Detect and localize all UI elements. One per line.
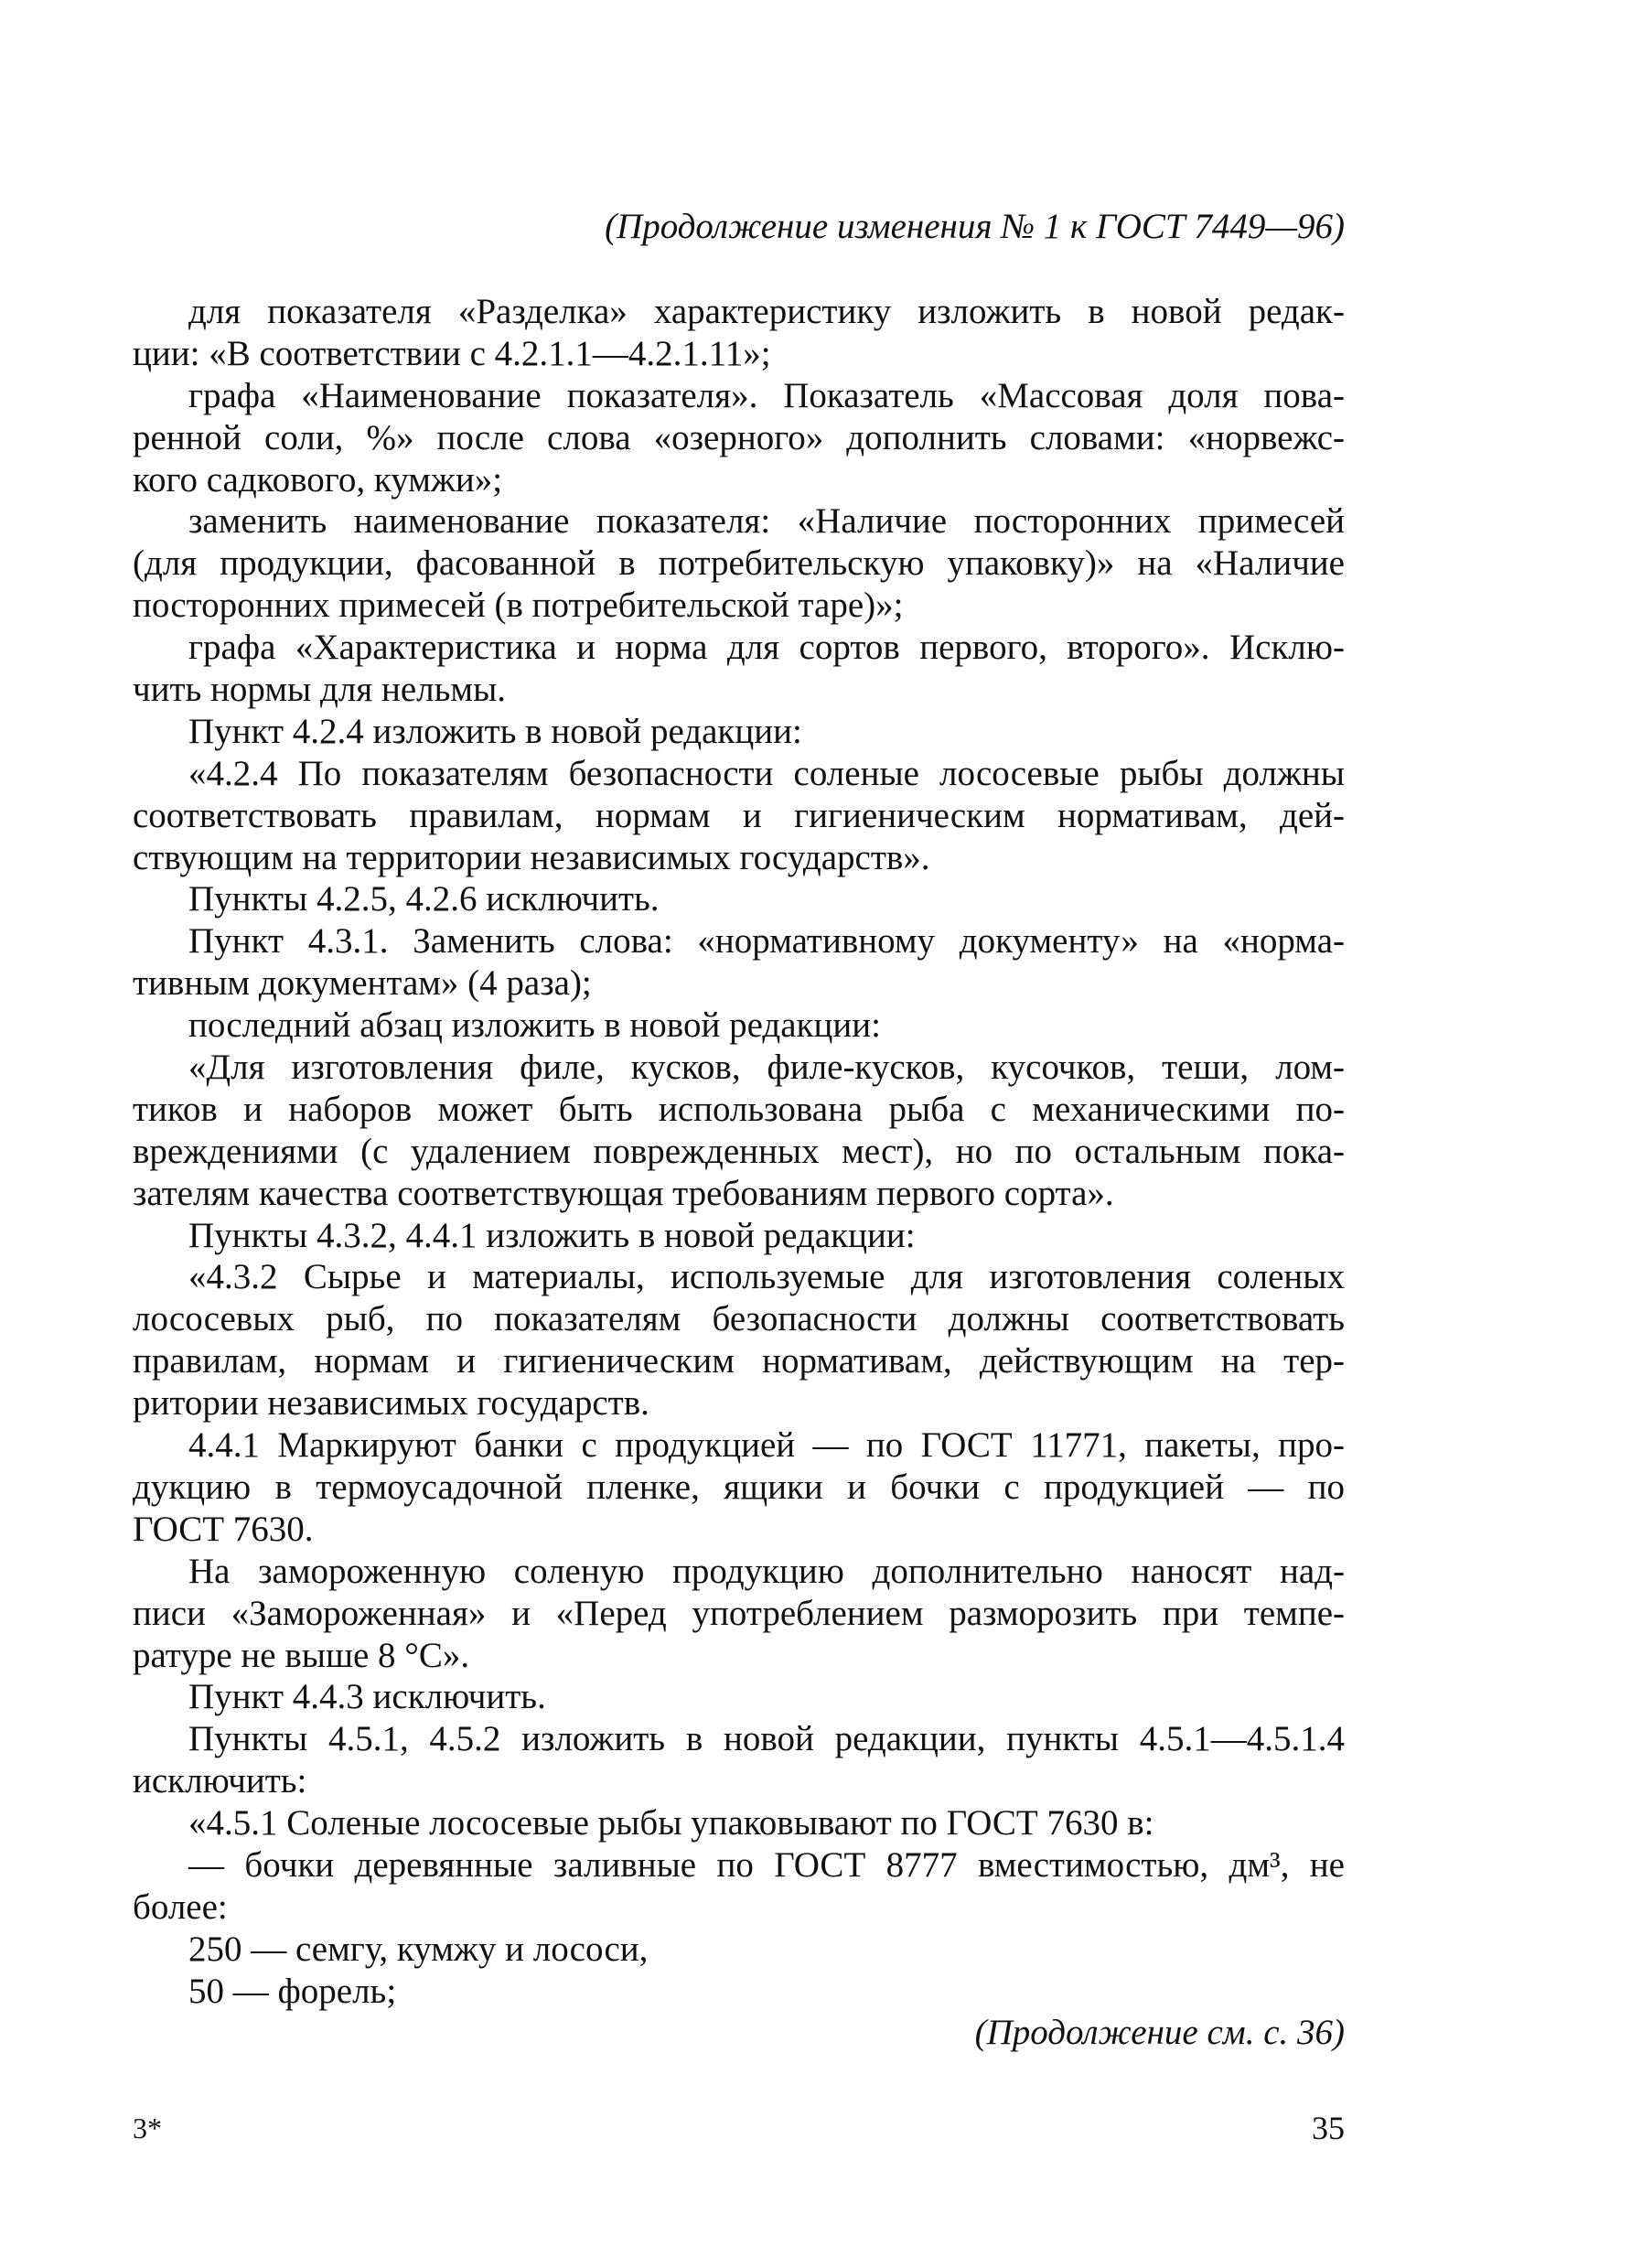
text-line: Пункт 4.4.3 исключить. [188,1677,546,1717]
text-line: последний абзац изложить в новой редакции: [188,1005,881,1046]
text-line: ратуре не выше 8 °С». [133,1635,470,1675]
text-line: правилам, нормам и гигиеническим нормативам, действующим на тер- [133,1341,1345,1381]
text-line: Пункт 4.2.4 изложить в новой редакции: [188,711,802,751]
text-line: На замороженную соленую продукцию дополнительно наносят над- [188,1551,1345,1591]
text-line: тиков и наборов может быть использована рыба с механическими по- [133,1089,1345,1129]
text-line: «Для изготовления филе, кусков, филе-кусков, кусочков, теши, лом- [188,1048,1345,1088]
text-line: тивным документам» (4 раза); [133,963,592,1004]
text-line: ГОСТ 7630. [133,1509,314,1549]
text-line: (для продукции, фасованной в потребительскую упаковку)» на «Наличие [133,543,1345,584]
text-line: чить нормы для нельмы. [133,670,507,710]
text-line: зателям качества соответствующая требованиям первого сорта». [133,1173,1114,1213]
page-number: 35 [1312,2110,1345,2146]
text-line: Пункты 4.2.5, 4.2.6 исключить. [188,879,660,919]
continuation-header: (Продолжение изменения № 1 к ГОСТ 7449—96) [605,207,1345,246]
text-line: Пункт 4.3.1. Заменить слова: «нормативному документу» на «норма- [188,921,1345,962]
text-line: — бочки деревянные заливные по ГОСТ 8777 вместимостью, дм³, не [188,1844,1345,1885]
text-line: писи «Замороженная» и «Перед употреблением разморозить при темпе- [133,1593,1345,1633]
text-line: ции: «В соответствии с 4.2.1.1—4.2.1.11»; [133,333,771,373]
sheet-mark: 3* [133,2112,162,2144]
text-line: лососевых рыб, по показателям безопасности должны соответствовать [133,1299,1345,1339]
text-line: 50 — форель; [188,1971,397,2011]
text-line: графа «Характеристика и норма для сортов первого, второго». Исклю- [188,628,1345,668]
text-line: кого садкового, кумжи»; [133,459,503,500]
text-line: ствующим на территории независимых государств». [133,837,930,877]
text-line: графа «Наименование показателя». Показатель «Массовая доля пова- [188,375,1345,415]
text-line: Пункты 4.5.1, 4.5.2 изложить в новой редакции, пункты 4.5.1—4.5.1.4 [188,1719,1345,1759]
text-line: дукцию в термоусадочной пленке, ящики и бочки с продукцией — по [133,1467,1345,1507]
text-line: 250 — семгу, кумжу и лососи, [188,1929,649,1969]
text-line: более: [133,1886,228,1927]
text-line: соответствовать правилам, нормам и гигиеническим нормативам, дей- [133,795,1345,835]
text-line: ренной соли, %» после слова «озерного» дополнить словами: «норвежс- [133,417,1345,457]
text-line: ритории независимых государств. [133,1383,649,1424]
text-line: 4.4.1 Маркируют банки с продукцией — по ГОСТ 11771, пакеты, про- [188,1425,1345,1466]
text-line: «4.2.4 По показателям безопасности соленые лососевые рыбы должны [188,753,1345,793]
text-line: «4.3.2 Сырье и материалы, используемые для изготовления соленых [188,1257,1345,1297]
text-line: заменить наименование показателя: «Наличие посторонних примесей [188,501,1345,542]
body-text [133,291,1345,2013]
text-line: вреждениями (с удалением поврежденных мест), но по остальным пока- [133,1131,1345,1171]
text-line: для показателя «Разделка» характеристику изложить в новой редак- [188,292,1345,331]
continuation-footer: (Продолжение см. с. 36) [974,2013,1345,2052]
text-line: Пункты 4.3.2, 4.4.1 изложить в новой редакции: [188,1215,916,1255]
text-line: посторонних примесей (в потребительской таре)»; [133,586,904,626]
text-line: «4.5.1 Соленые лососевые рыбы упаковывают по ГОСТ 7630 в: [188,1803,1154,1843]
text-line: исключить: [133,1761,307,1801]
